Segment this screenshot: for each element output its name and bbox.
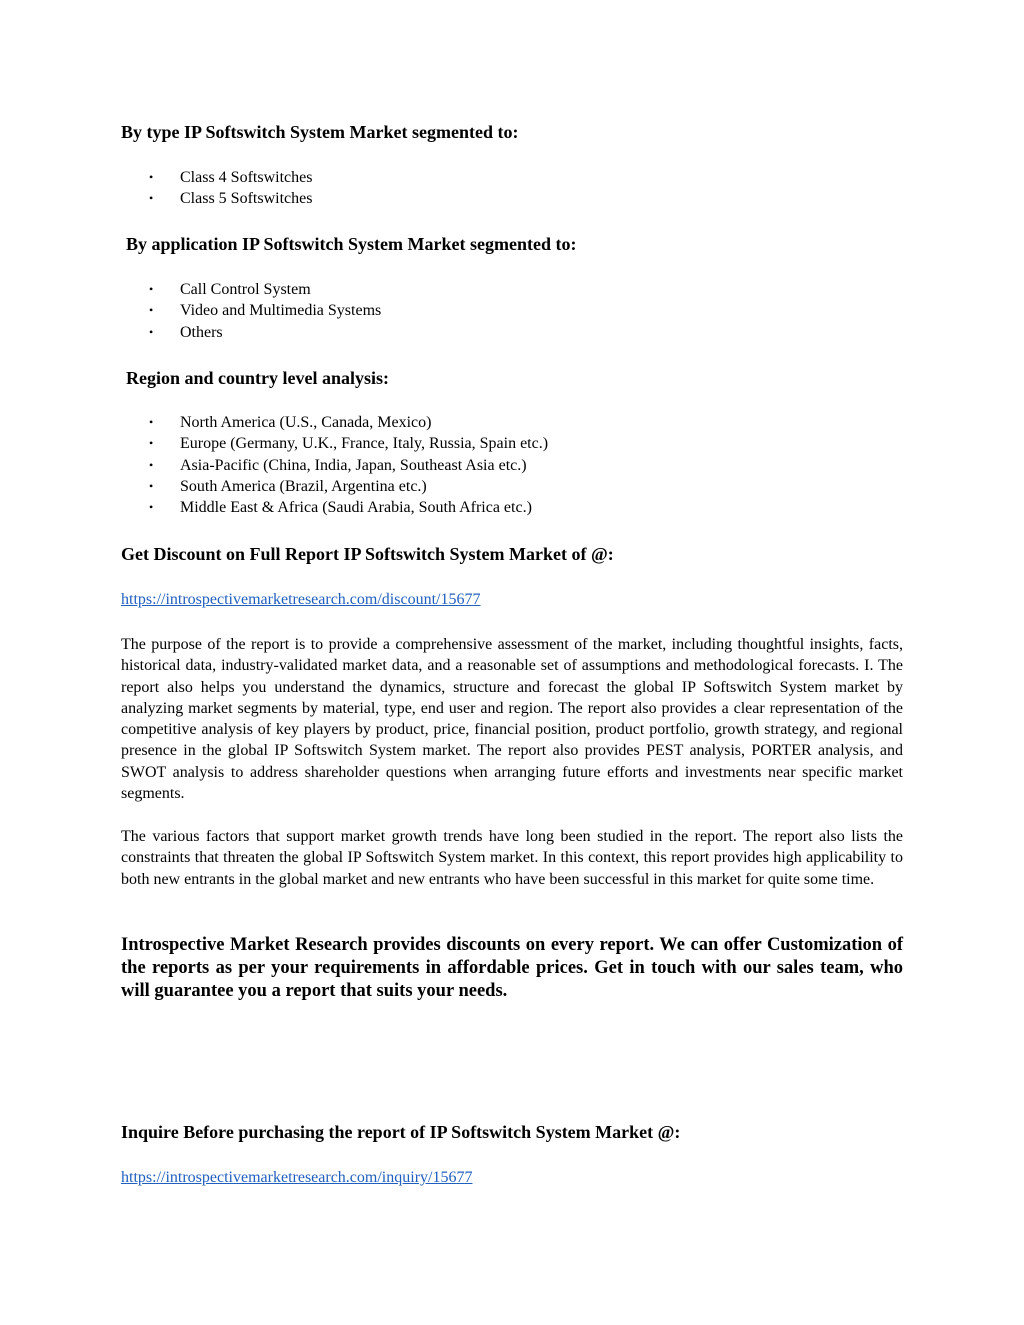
list-item: • Asia-Pacific (China, India, Japan, Southeast Asia etc.) [121,455,548,476]
type-list [121,167,312,210]
discount-link[interactable]: https://introspectivemarketresearch.com/discount/15677 [121,591,481,608]
bullet-icon: • [149,282,154,296]
list-item: • Class 5 Softswitches [121,188,312,209]
list-item: • South America (Brazil, Argentina etc.) [121,476,548,497]
list-item: • Middle East & Africa (Saudi Arabia, South Africa etc.) [121,497,548,518]
list-item: • North America (U.S., Canada, Mexico) [121,412,548,433]
bullet-icon: • [149,436,154,451]
discount-heading: Get Discount on Full Report IP Softswitch System Market of @: [121,544,614,564]
bullet-icon: • [149,191,154,206]
list-item: • Video and Multimedia Systems [121,300,381,321]
bullet-icon: • [149,303,154,318]
bullet-icon: • [149,457,154,472]
growth-factors-paragraph: The various factors that support market growth trends have long been studied in the report. The report also lists the constraints that threaten the global IP Softswitch System market. In this context, this report provides high applicability to both new entrants in the global market and new entrants who have been successful in this market for quite some time. [121,828,903,888]
inquiry-heading: Inquire Before purchasing the report of IP Softswitch System Market @: [121,1122,681,1142]
bullet-icon: • [149,415,154,429]
region-list [121,412,548,518]
discount-offer-paragraph: Introspective Market Research provides discounts on every report. We can offer Customization of the reports as per your requirements in affordable prices. Get in touch with our sales team, who will guarantee you a report that suits your needs. [121,935,903,1001]
list-item: • Call Control System [121,279,381,300]
type-heading: By type IP Softswitch System Market segmented to: [121,122,519,142]
list-item: • Class 4 Softswitches [121,167,312,188]
inquiry-link[interactable]: https://introspectivemarketresearch.com/inquiry/15677 [121,1169,473,1186]
list-item: • Europe (Germany, U.K., France, Italy, Russia, Spain etc.) [121,433,548,454]
application-heading: By application IP Softswitch System Market segmented to: [126,234,577,254]
application-list [121,279,381,343]
bullet-icon: • [149,478,154,493]
list-item: • Others [121,322,381,343]
bullet-icon: • [149,324,154,339]
bullet-icon: • [149,500,154,515]
region-heading: Region and country level analysis: [126,368,390,388]
bullet-icon: • [149,170,154,184]
report-purpose-paragraph: The purpose of the report is to provide a comprehensive assessment of the market, including thoughtful insights, facts, historical data, industry-validated market data, and a reasonable set of assumptions and methodological forecasts. I. The report also helps you understand the dynamics, structure and forecast the global IP Softswitch System market by analyzing market segments by material, type, end user and region. The report also provides a clear representation of the competitive analysis of key players by product, price, financial position, product portfolio, growth strategy, and regional presence in the global IP Softswitch System market. The report also provides PEST analysis, PORTER analysis, and SWOT analysis to address shareholder questions when arranging future efforts and investments near specific market segments. [121,636,903,803]
